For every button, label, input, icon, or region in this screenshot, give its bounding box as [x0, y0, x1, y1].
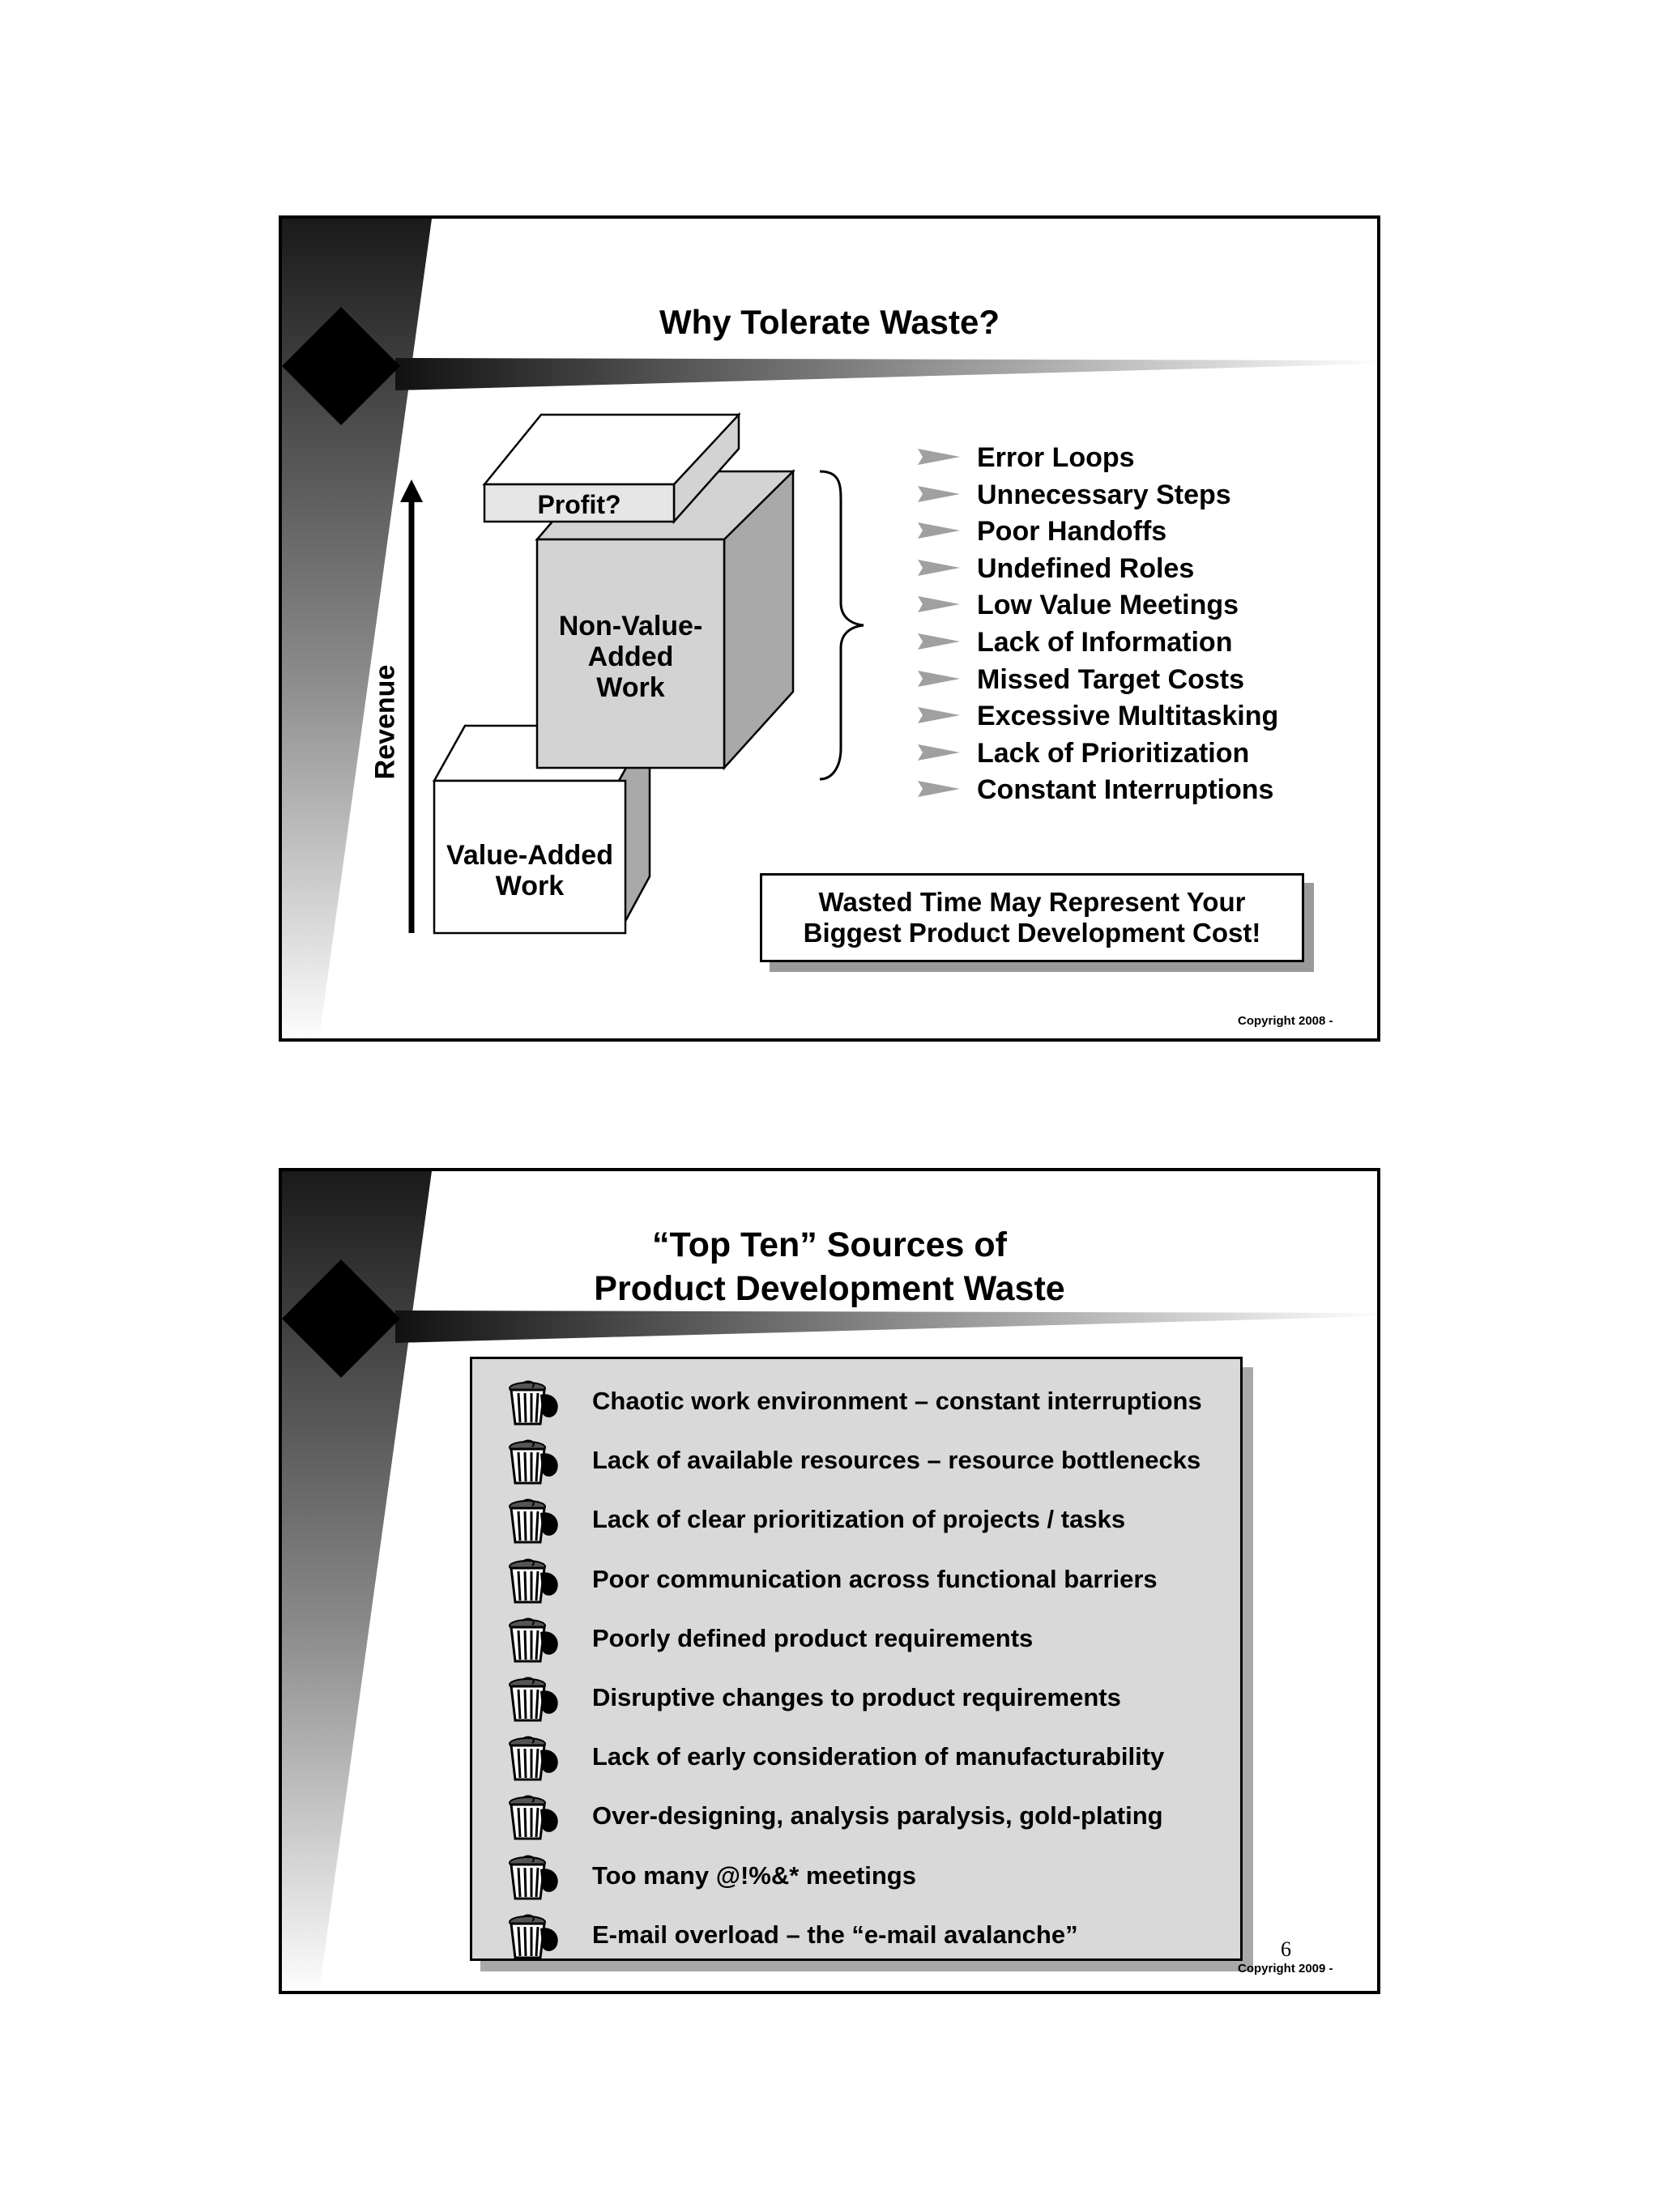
curly-brace [820, 471, 864, 779]
list-item: Undefined Roles [918, 552, 1278, 590]
copyright-notice: Copyright 2008 - [1238, 1014, 1333, 1028]
arrow-head-icon [400, 479, 423, 502]
list-item: E-mail overload – the “e-mail avalanche” [472, 1909, 1240, 1968]
trash-can-icon [505, 1439, 565, 1486]
non-value-added-label: Non-Value- Added Work [558, 611, 703, 703]
right-arrow-icon [918, 707, 960, 723]
right-arrow-icon [918, 744, 960, 761]
list-item: Lack of early consideration of manufacturability [472, 1731, 1240, 1790]
sources-list [472, 1375, 1240, 1968]
right-arrow-icon [918, 449, 960, 465]
list-item: Lack of clear prioritization of projects / tasks [472, 1494, 1240, 1553]
revenue-axis-label: Revenue [369, 664, 401, 780]
list-item: Excessive Multitasking [918, 700, 1278, 737]
waste-list [918, 441, 1278, 811]
list-item: Constant Interruptions [918, 774, 1278, 811]
copyright-notice: Copyright 2009 - [1238, 1962, 1333, 1975]
trash-can-icon [505, 1914, 565, 1961]
wasted-time-callout: Wasted Time May Represent Your Biggest Product Development Cost! [760, 873, 1304, 962]
right-arrow-icon [918, 633, 960, 650]
slide-title: Why Tolerate Waste? [659, 303, 1000, 341]
right-arrow-icon [918, 522, 960, 539]
trash-can-icon [505, 1795, 565, 1842]
list-item: Lack of Information [918, 626, 1278, 663]
trash-can-icon [505, 1617, 565, 1664]
list-item: Error Loops [918, 441, 1278, 479]
list-item: Low Value Meetings [918, 589, 1278, 626]
right-arrow-icon [918, 596, 960, 612]
list-item: Over-designing, analysis paralysis, gold-plating [472, 1790, 1240, 1849]
right-arrow-icon [918, 781, 960, 797]
trash-can-icon [505, 1558, 565, 1605]
trash-can-icon [505, 1736, 565, 1783]
trash-can-icon [505, 1677, 565, 1724]
list-item: Unnecessary Steps [918, 479, 1278, 516]
sources-panel [470, 1357, 1243, 1961]
list-item: Chaotic work environment – constant interruptions [472, 1375, 1240, 1434]
right-arrow-icon [918, 560, 960, 576]
right-arrow-icon [918, 671, 960, 687]
list-item: Disruptive changes to product requirements [472, 1672, 1240, 1731]
list-item: Missed Target Costs [918, 663, 1278, 701]
slide-top-ten-sources [279, 1168, 1380, 1994]
trash-can-icon [505, 1380, 565, 1427]
page-number: 6 [1281, 1937, 1291, 1961]
profit-label: Profit? [537, 490, 621, 519]
list-item: Poorly defined product requirements [472, 1613, 1240, 1672]
trash-can-icon [505, 1855, 565, 1902]
list-item: Too many @!%&* meetings [472, 1850, 1240, 1909]
list-item: Lack of available resources – resource bottlenecks [472, 1434, 1240, 1494]
right-arrow-icon [918, 486, 960, 502]
trash-can-icon [505, 1498, 565, 1545]
slide-why-tolerate-waste [279, 215, 1380, 1042]
list-item: Poor communication across functional barriers [472, 1554, 1240, 1613]
list-item: Poor Handoffs [918, 515, 1278, 552]
list-item: Lack of Prioritization [918, 737, 1278, 774]
slide-title: “Top Ten” Sources of Product Development Waste [594, 1225, 1065, 1308]
value-added-label: Value-Added Work [446, 840, 613, 901]
